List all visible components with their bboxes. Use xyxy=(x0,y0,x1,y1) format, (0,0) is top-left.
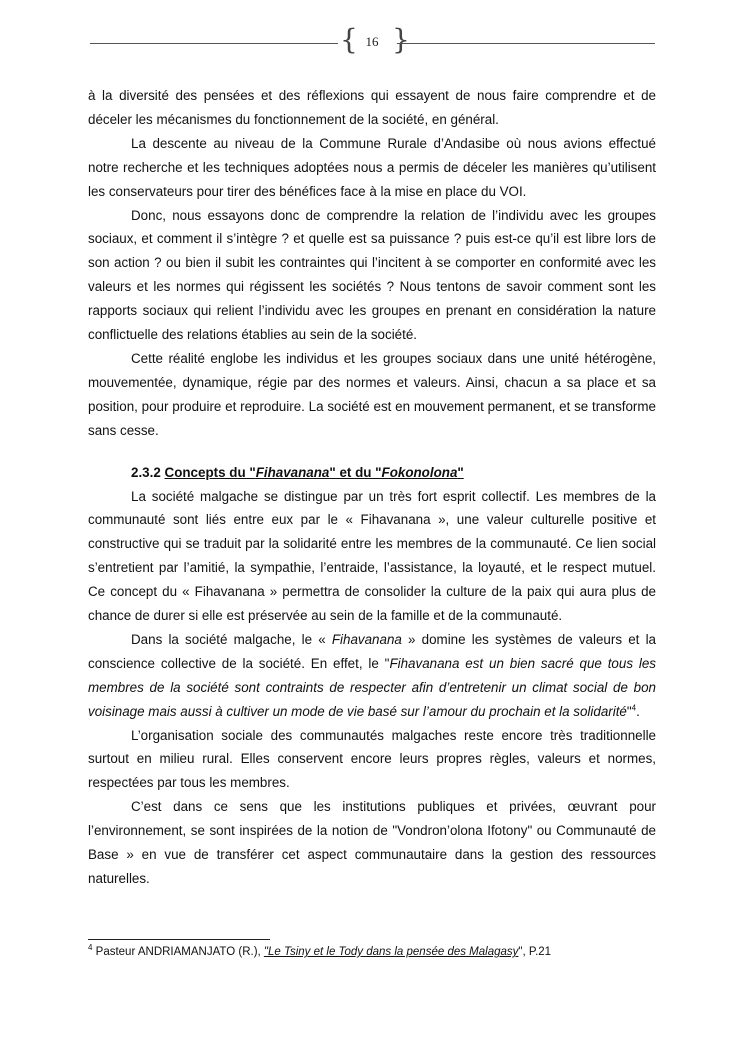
section-number: 2.3.2 xyxy=(131,464,161,480)
left-brace-ornament: { xyxy=(340,23,358,56)
footnote-reference-title: "Le Tsiny et le Tody dans la pensée des Malagasy xyxy=(263,946,519,958)
page-number: 16 xyxy=(365,34,379,49)
footnote-separator xyxy=(88,939,270,940)
paragraph-8: C’est dans ce sens que les institutions publiques et privées, œuvrant pour l’environnement, se sont inspirées de la notion de "Vondron’olona Ifotony" ou Communauté de Base » en vue de transférer cet aspect communautaire dans la gestion des ressources naturelles. xyxy=(88,799,656,886)
document-body xyxy=(88,84,656,891)
header-rule-right xyxy=(397,43,655,44)
right-brace-ornament: } xyxy=(392,23,410,56)
section-title: Concepts du "Fihavanana" et du "Fokonolona" xyxy=(164,464,464,480)
paragraph-1: à la diversité des pensées et des réflexions qui essayent de nous faire comprendre et de déceler les mécanismes du fonctionnement de la société, en général. xyxy=(88,88,656,127)
section-heading xyxy=(88,461,656,485)
paragraph-6: Dans la société malgache, le « Fihavanana » domine les systèmes de valeurs et la conscience collective de la société. En effet, le "Fihavanana est un bien sacré que tous les membres de la société sont contraints de respecter afin d’entretenir un climat social de bon voisinage mais aussi à cultiver un mode de vie basé sur l’amour du prochain et la solidarité"$^4$. xyxy=(88,631,656,719)
paragraph-4: Cette réalité englobe les individus et les groupes sociaux dans une unité hétérogène, mouvementée, dynamique, régie par des normes et valeurs. Ainsi, chacun a sa place et sa position, pour produire et reproduire. La société est en mouvement permanent, et se transforme sans cesse. xyxy=(88,350,656,438)
quotation: Fihavanana est un bien sacré que tous les membres de la société sont contraints de respecter afin d’entretenir un climat social de bon voisinage mais aussi à cultiver un mode de vie basé sur l’amour du prochain et la solidarité xyxy=(88,655,656,719)
paragraph-3: Donc, nous essayons donc de comprendre la relation de l’individu avec les groupes sociaux, et comment il s’intègre ? et quelle est sa puissance ? puis est-ce qu’il est libre lors de son action ? ou bien il subit les contraintes qui l’incitent à se comporter en conformité avec les valeurs et les normes qui régissent les sociétés ? Nous tentons de savoir comment sont les rapports sociaux qui relient l’individu avec les groupes en prenant en considération la nature conflictuelle des relations établies au sein de la société. xyxy=(88,207,656,343)
footnote-number: 4 xyxy=(88,943,93,953)
page-header xyxy=(90,23,655,58)
paragraph-7: L’organisation sociale des communautés malgaches reste encore très traditionnelle surtout en milieu rural. Elles conservent encore leurs propres règles, valeurs et normes, respectées par tous les membres. xyxy=(88,727,656,791)
paragraph-2: La descente au niveau de la Commune Rurale d’Andasibe où nous avions effectué notre recherche et les techniques adoptées nous a permis de déceler les manières qu’utilisent les conservateurs pour tirer des bénéfices face à la mise en place du VOI. xyxy=(88,135,656,199)
footnote: $^4$ Pasteur ANDRIAMANJATO (R.), "Le Tsiny et le Tody dans la pensée des Malagasy", P.21 xyxy=(88,943,552,958)
header-rule-left xyxy=(90,43,338,44)
paragraph-5: La société malgache se distingue par un très fort esprit collectif. Les membres de la communauté sont liés entre eux par le « Fihavanana », une valeur culturelle positive et constructive qui se traduit par la solidarité entre les membres de la communauté. Ce lien social s’entretient par l’amitié, la sympathie, l’entraide, l’assistance, la loyauté, et le respect mutuel. Ce concept du « Fihavanana » permettra de consolider la culture de la paix qui aura plus de chance de durer si elle est préservée au sein de la famille et de la communauté. xyxy=(88,488,656,624)
footnote-marker: 4 xyxy=(631,703,637,713)
